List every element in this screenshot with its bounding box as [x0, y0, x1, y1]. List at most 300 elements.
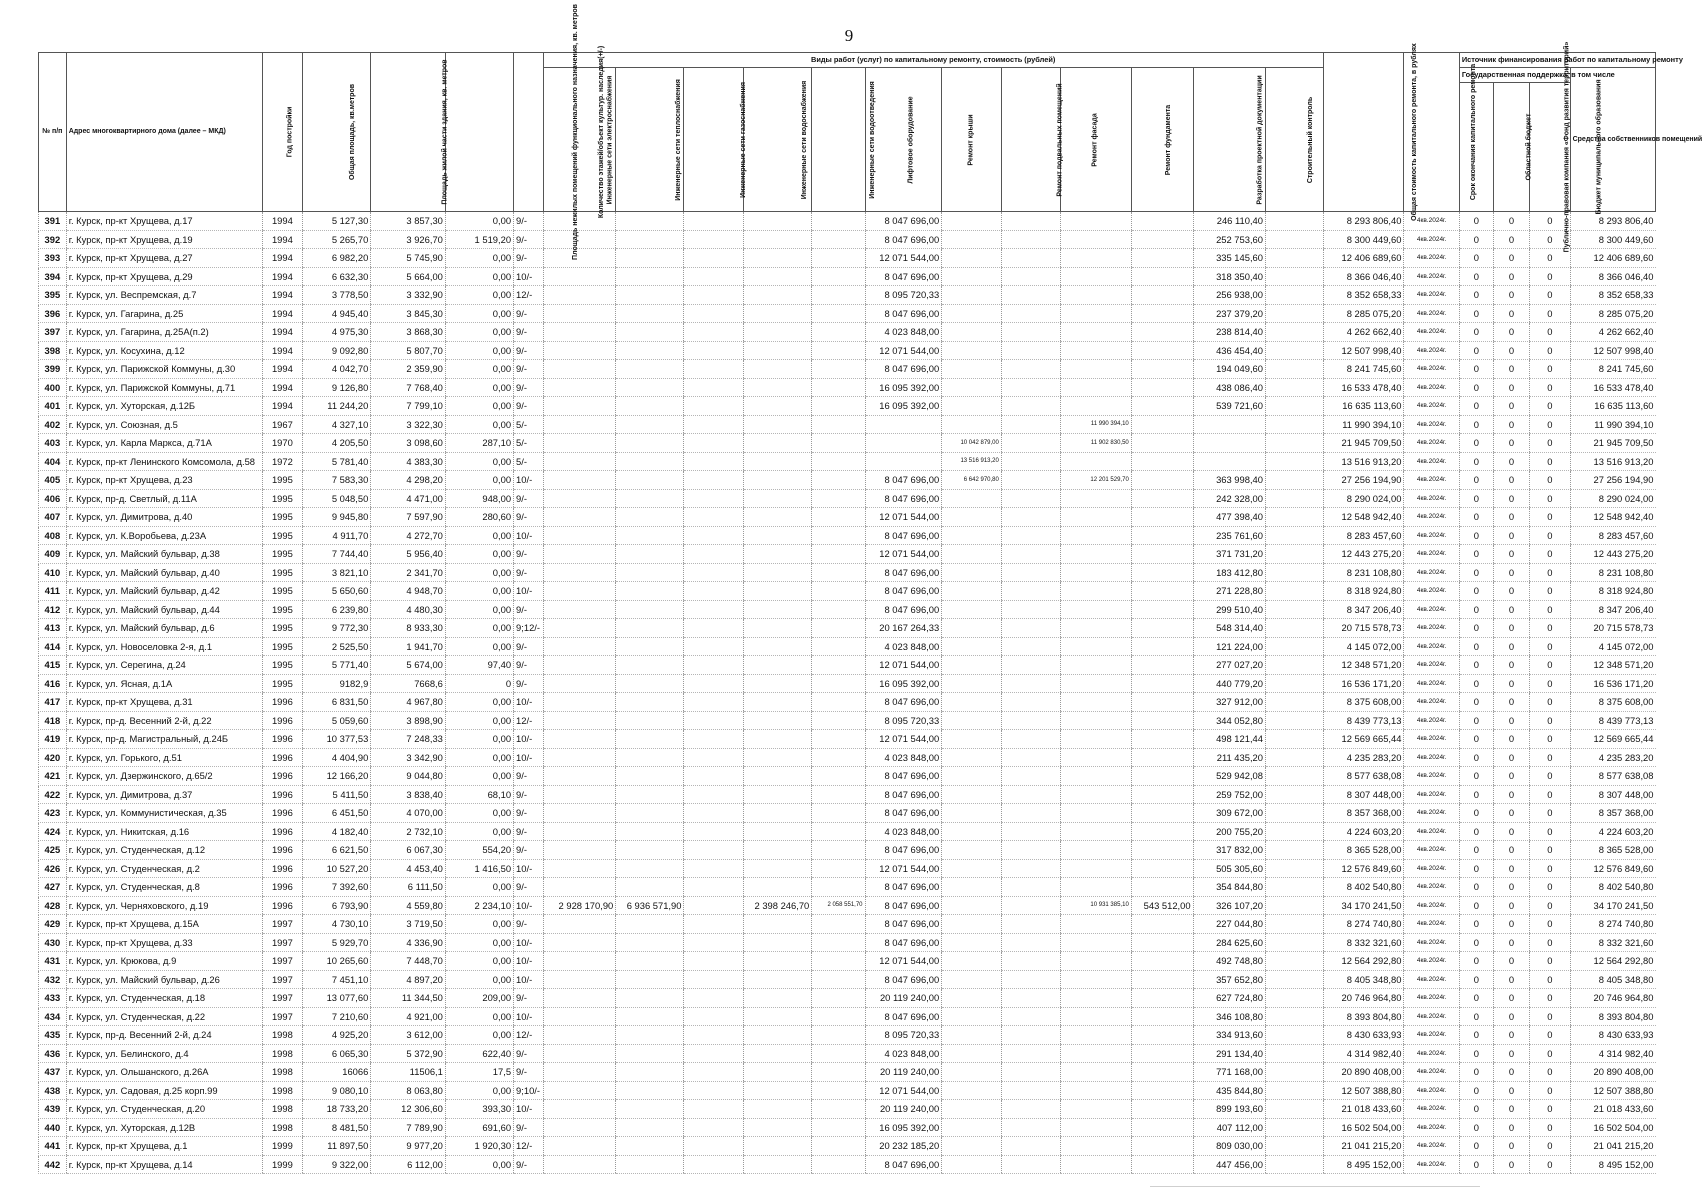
cell-gas	[684, 933, 744, 952]
cell-water	[744, 1063, 812, 1082]
cell-mun: 0	[1530, 267, 1570, 286]
cell-lift: 8 047 696,00	[865, 600, 942, 619]
cell-found	[1131, 822, 1193, 841]
cell-addr: г. Курск, пр-кт Ленинского Комсомола, д.58	[66, 452, 262, 471]
cell-sk	[1265, 434, 1323, 453]
cell-lift	[865, 415, 942, 434]
cell-year: 1996	[262, 748, 302, 767]
cell-pd: 435 844,80	[1193, 1081, 1265, 1100]
cell-cost: 13 516 913,20	[1323, 452, 1404, 471]
cell-mun: 0	[1530, 249, 1570, 268]
cell-deadline: 4кв.2024г.	[1404, 1081, 1459, 1100]
cell-n: 404	[39, 452, 67, 471]
cell-heat	[616, 563, 684, 582]
table-row	[39, 1081, 1656, 1100]
cell-sewer	[812, 859, 865, 878]
cell-total: 16066	[303, 1063, 371, 1082]
cell-heat	[616, 619, 684, 638]
cell-facade	[1061, 397, 1131, 416]
cell-mun: 0	[1530, 637, 1570, 656]
cell-year: 1996	[262, 878, 302, 897]
cell-deadline: 4кв.2024г.	[1404, 767, 1459, 786]
cell-total: 5 127,30	[303, 212, 371, 231]
table-row	[39, 434, 1656, 453]
cell-heat	[616, 748, 684, 767]
table-row	[39, 878, 1656, 897]
cell-year: 1996	[262, 859, 302, 878]
cell-el	[543, 267, 615, 286]
cell-cost: 8 231 108,80	[1323, 563, 1404, 582]
cell-found	[1131, 748, 1193, 767]
cell-reg: 0	[1493, 508, 1529, 527]
cell-heat	[616, 1026, 684, 1045]
cell-found	[1131, 1118, 1193, 1137]
cell-mun: 0	[1530, 508, 1570, 527]
cell-addr: г. Курск, ул. К.Воробьева, д.23А	[66, 526, 262, 545]
cell-lift: 12 071 544,00	[865, 1081, 942, 1100]
cell-pd: 299 510,40	[1193, 600, 1265, 619]
cell-year: 1995	[262, 656, 302, 675]
cell-addr: г. Курск, ул. Крюкова, д.9	[66, 952, 262, 971]
cell-reg: 0	[1493, 1137, 1529, 1156]
cell-own: 21 018 433,60	[1570, 1100, 1655, 1119]
cell-gas	[684, 1155, 744, 1174]
cell-total: 4 404,90	[303, 748, 371, 767]
cell-found	[1131, 545, 1193, 564]
cell-water	[744, 471, 812, 490]
cell-roof	[942, 896, 1002, 915]
cell-pd: 529 942,08	[1193, 767, 1265, 786]
cell-n: 412	[39, 600, 67, 619]
cell-fund: 0	[1459, 970, 1493, 989]
table-row	[39, 267, 1656, 286]
cell-reg: 0	[1493, 804, 1529, 823]
cell-heat	[616, 693, 684, 712]
cell-reg: 0	[1493, 730, 1529, 749]
cell-cost: 4 262 662,40	[1323, 323, 1404, 342]
cell-fund: 0	[1459, 656, 1493, 675]
cell-cost: 8 365 528,00	[1323, 841, 1404, 860]
cell-pd: 252 753,60	[1193, 230, 1265, 249]
cell-sewer	[812, 545, 865, 564]
cell-cost: 8 393 804,80	[1323, 1007, 1404, 1026]
cell-sk	[1265, 545, 1323, 564]
cell-total: 12 166,20	[303, 767, 371, 786]
cell-total: 6 239,80	[303, 600, 371, 619]
cell-total: 9 322,00	[303, 1155, 371, 1174]
cell-water	[744, 822, 812, 841]
cell-deadline: 4кв.2024г.	[1404, 452, 1459, 471]
cell-gas	[684, 785, 744, 804]
cell-gas	[684, 545, 744, 564]
cell-floors: 9/-	[514, 656, 544, 675]
cell-heat: 6 936 571,90	[616, 896, 684, 915]
cell-lift: 8 047 696,00	[865, 526, 942, 545]
cell-mun: 0	[1530, 304, 1570, 323]
cell-water	[744, 397, 812, 416]
cell-facade	[1061, 1155, 1131, 1174]
cell-n: 402	[39, 415, 67, 434]
cell-reg: 0	[1493, 286, 1529, 305]
scan-edge-mark	[1150, 1186, 1480, 1187]
cell-el	[543, 693, 615, 712]
cell-total: 3 778,50	[303, 286, 371, 305]
cell-deadline: 4кв.2024г.	[1404, 526, 1459, 545]
cell-sewer	[812, 915, 865, 934]
cell-water	[744, 323, 812, 342]
cell-gas	[684, 415, 744, 434]
table-row	[39, 452, 1656, 471]
cell-found	[1131, 397, 1193, 416]
cell-deadline: 4кв.2024г.	[1404, 267, 1459, 286]
cell-basement	[1001, 785, 1061, 804]
cell-el	[543, 674, 615, 693]
cell-heat	[616, 286, 684, 305]
cell-basement	[1001, 600, 1061, 619]
cell-el	[543, 415, 615, 434]
cell-floors: 12/-	[514, 711, 544, 730]
cell-found	[1131, 841, 1193, 860]
cell-pd: 271 228,80	[1193, 582, 1265, 601]
cell-basement	[1001, 508, 1061, 527]
cell-total: 6 793,90	[303, 896, 371, 915]
cell-fund: 0	[1459, 730, 1493, 749]
cell-found	[1131, 1137, 1193, 1156]
table-row	[39, 360, 1656, 379]
cell-mun: 0	[1530, 933, 1570, 952]
cell-sewer	[812, 1155, 865, 1174]
cell-total: 5 059,60	[303, 711, 371, 730]
col-gas-header: Инженерные сети газоснабжения	[684, 68, 744, 212]
cell-roof	[942, 730, 1002, 749]
cell-cost: 8 375 608,00	[1323, 693, 1404, 712]
cell-found	[1131, 693, 1193, 712]
cell-heat	[616, 1007, 684, 1026]
cell-roof: 13 516 913,20	[942, 452, 1002, 471]
cell-water	[744, 1026, 812, 1045]
cell-living: 3 098,60	[371, 434, 446, 453]
cell-pd: 627 724,80	[1193, 989, 1265, 1008]
cell-basement	[1001, 249, 1061, 268]
cell-addr: г. Курск, ул. Веспремская, д.7	[66, 286, 262, 305]
cell-roof	[942, 656, 1002, 675]
cell-fund: 0	[1459, 767, 1493, 786]
cell-basement	[1001, 915, 1061, 934]
cell-found	[1131, 1007, 1193, 1026]
cell-el: 2 928 170,90	[543, 896, 615, 915]
cell-lift: 4 023 848,00	[865, 637, 942, 656]
cell-heat	[616, 674, 684, 693]
cell-addr: г. Курск, ул. Студенческая, д.12	[66, 841, 262, 860]
cell-own: 27 256 194,90	[1570, 471, 1655, 490]
cell-own: 8 283 457,60	[1570, 526, 1655, 545]
cell-sewer	[812, 878, 865, 897]
cell-mun: 0	[1530, 711, 1570, 730]
cell-year: 1996	[262, 841, 302, 860]
cell-nonliving: 97,40	[445, 656, 513, 675]
cell-own: 4 314 982,40	[1570, 1044, 1655, 1063]
cell-year: 1997	[262, 1007, 302, 1026]
cell-facade	[1061, 619, 1131, 638]
cell-living: 4 948,70	[371, 582, 446, 601]
table-row	[39, 933, 1656, 952]
cell-lift: 8 095 720,33	[865, 711, 942, 730]
cell-lift: 8 047 696,00	[865, 489, 942, 508]
cell-year: 1995	[262, 471, 302, 490]
cell-nonliving: 0,00	[445, 600, 513, 619]
cell-roof	[942, 230, 1002, 249]
cell-n: 391	[39, 212, 67, 231]
cell-gas	[684, 1081, 744, 1100]
cell-roof	[942, 563, 1002, 582]
cell-mun: 0	[1530, 286, 1570, 305]
cell-found	[1131, 471, 1193, 490]
cell-own: 8 352 658,33	[1570, 286, 1655, 305]
cell-cost: 8 283 457,60	[1323, 526, 1404, 545]
cell-facade	[1061, 360, 1131, 379]
cell-pd: 200 755,20	[1193, 822, 1265, 841]
cell-fund: 0	[1459, 674, 1493, 693]
cell-year: 1997	[262, 915, 302, 934]
cell-basement	[1001, 489, 1061, 508]
works-group-header: Виды работ (услуг) по капитальному ремонту, стоимость (рублей)	[543, 53, 1323, 68]
cell-basement	[1001, 212, 1061, 231]
cell-lift: 8 047 696,00	[865, 267, 942, 286]
cell-addr: г. Курск, ул. Никитская, д.16	[66, 822, 262, 841]
cell-el	[543, 526, 615, 545]
cell-sk	[1265, 489, 1323, 508]
funding-group-header: Источник финансирования работ по капитальному ремонту	[1459, 53, 1655, 68]
cell-floors: 9/-	[514, 230, 544, 249]
cell-heat	[616, 508, 684, 527]
cell-roof	[942, 767, 1002, 786]
cell-el	[543, 1081, 615, 1100]
cell-facade	[1061, 1026, 1131, 1045]
cell-roof	[942, 619, 1002, 638]
cell-found	[1131, 915, 1193, 934]
cell-mun: 0	[1530, 582, 1570, 601]
table-row	[39, 970, 1656, 989]
cell-sk	[1265, 637, 1323, 656]
cell-nonliving: 287,10	[445, 434, 513, 453]
cell-facade	[1061, 600, 1131, 619]
cell-basement	[1001, 230, 1061, 249]
cell-water	[744, 637, 812, 656]
table-row	[39, 508, 1656, 527]
cell-el	[543, 989, 615, 1008]
cell-year: 1997	[262, 970, 302, 989]
cell-addr: г. Курск, ул. Студенческая, д.22	[66, 1007, 262, 1026]
cell-year: 1994	[262, 304, 302, 323]
cell-el	[543, 360, 615, 379]
cell-mun: 0	[1530, 341, 1570, 360]
cell-nonliving: 1 519,20	[445, 230, 513, 249]
cell-gas	[684, 304, 744, 323]
cell-pd: 318 350,40	[1193, 267, 1265, 286]
cell-fund: 0	[1459, 841, 1493, 860]
cell-floors: 10/-	[514, 970, 544, 989]
cell-water	[744, 1100, 812, 1119]
cell-roof	[942, 804, 1002, 823]
cell-found	[1131, 489, 1193, 508]
cell-found	[1131, 711, 1193, 730]
cell-gas	[684, 767, 744, 786]
cell-mun: 0	[1530, 841, 1570, 860]
cell-nonliving: 68,10	[445, 785, 513, 804]
cell-year: 1998	[262, 1100, 302, 1119]
cell-basement	[1001, 952, 1061, 971]
cell-cost: 4 235 283,20	[1323, 748, 1404, 767]
cell-deadline: 4кв.2024г.	[1404, 415, 1459, 434]
cell-water	[744, 341, 812, 360]
cell-lift: 20 119 240,00	[865, 1063, 942, 1082]
cell-sk	[1265, 378, 1323, 397]
cell-roof	[942, 748, 1002, 767]
cell-total: 4 911,70	[303, 526, 371, 545]
cell-total: 5 771,40	[303, 656, 371, 675]
cell-water	[744, 452, 812, 471]
cell-pd: 477 398,40	[1193, 508, 1265, 527]
cell-deadline: 4кв.2024г.	[1404, 619, 1459, 638]
cell-own: 8 274 740,80	[1570, 915, 1655, 934]
cell-fund: 0	[1459, 434, 1493, 453]
cell-water	[744, 693, 812, 712]
cell-lift: 16 095 392,00	[865, 674, 942, 693]
cell-gas	[684, 1026, 744, 1045]
cell-lift: 4 023 848,00	[865, 748, 942, 767]
cell-addr: г. Курск, ул. Студенческая, д.8	[66, 878, 262, 897]
cell-el	[543, 767, 615, 786]
cell-water	[744, 785, 812, 804]
cell-basement	[1001, 378, 1061, 397]
cell-found: 543 512,00	[1131, 896, 1193, 915]
cell-addr: г. Курск, ул. Майский бульвар, д.44	[66, 600, 262, 619]
cell-lift: 12 071 544,00	[865, 249, 942, 268]
cell-heat	[616, 1044, 684, 1063]
cell-living: 4 070,00	[371, 804, 446, 823]
cell-found	[1131, 434, 1193, 453]
cell-sewer	[812, 415, 865, 434]
col-electric-header: Инженерные сети электроснабжения	[543, 68, 615, 212]
cell-deadline: 4кв.2024г.	[1404, 656, 1459, 675]
cell-gas	[684, 693, 744, 712]
cell-deadline: 4кв.2024г.	[1404, 637, 1459, 656]
cell-el	[543, 508, 615, 527]
cell-year: 1997	[262, 933, 302, 952]
cell-sk	[1265, 1026, 1323, 1045]
cell-basement	[1001, 286, 1061, 305]
cell-sewer	[812, 1100, 865, 1119]
cell-sewer	[812, 508, 865, 527]
cell-lift: 8 047 696,00	[865, 804, 942, 823]
cell-gas	[684, 600, 744, 619]
cell-reg: 0	[1493, 415, 1529, 434]
cell-living: 3 926,70	[371, 230, 446, 249]
cell-own: 8 393 804,80	[1570, 1007, 1655, 1026]
table-row	[39, 1007, 1656, 1026]
cell-total: 13 077,60	[303, 989, 371, 1008]
cell-floors: 9/-	[514, 915, 544, 934]
cell-total: 9 080,10	[303, 1081, 371, 1100]
cell-heat	[616, 434, 684, 453]
cell-year: 1994	[262, 286, 302, 305]
cell-roof	[942, 508, 1002, 527]
cell-facade	[1061, 693, 1131, 712]
cell-sk	[1265, 970, 1323, 989]
cell-living: 4 480,30	[371, 600, 446, 619]
cell-roof	[942, 1155, 1002, 1174]
cell-lift: 8 047 696,00	[865, 582, 942, 601]
cell-pd	[1193, 415, 1265, 434]
cell-n: 408	[39, 526, 67, 545]
cell-el	[543, 970, 615, 989]
cell-sewer	[812, 434, 865, 453]
cell-fund: 0	[1459, 471, 1493, 490]
cell-basement	[1001, 1137, 1061, 1156]
cell-year: 1994	[262, 230, 302, 249]
cell-facade	[1061, 767, 1131, 786]
cell-sk	[1265, 859, 1323, 878]
cell-reg: 0	[1493, 304, 1529, 323]
table-row	[39, 748, 1656, 767]
cell-mun: 0	[1530, 212, 1570, 231]
cell-gas	[684, 952, 744, 971]
cell-year: 1995	[262, 526, 302, 545]
cell-fund: 0	[1459, 600, 1493, 619]
cell-lift: 20 167 264,33	[865, 619, 942, 638]
cell-heat	[616, 212, 684, 231]
cell-deadline: 4кв.2024г.	[1404, 1118, 1459, 1137]
cell-mun: 0	[1530, 360, 1570, 379]
cell-sk	[1265, 471, 1323, 490]
cell-reg: 0	[1493, 249, 1529, 268]
cell-n: 400	[39, 378, 67, 397]
cell-year: 1998	[262, 1063, 302, 1082]
cell-deadline: 4кв.2024г.	[1404, 1155, 1459, 1174]
cell-addr: г. Курск, ул. Майский бульвар, д.42	[66, 582, 262, 601]
cell-n: 419	[39, 730, 67, 749]
cell-fund: 0	[1459, 304, 1493, 323]
cell-mun: 0	[1530, 434, 1570, 453]
cell-n: 432	[39, 970, 67, 989]
cell-nonliving: 1 416,50	[445, 859, 513, 878]
cell-floors: 9;10/-	[514, 1081, 544, 1100]
cell-lift: 20 232 185,20	[865, 1137, 942, 1156]
cell-el	[543, 452, 615, 471]
cell-el	[543, 1063, 615, 1082]
cell-facade	[1061, 748, 1131, 767]
cell-sewer	[812, 452, 865, 471]
cell-fund: 0	[1459, 582, 1493, 601]
table-row	[39, 804, 1656, 823]
cell-fund: 0	[1459, 711, 1493, 730]
cell-addr: г. Курск, ул. Черняховского, д.19	[66, 896, 262, 915]
cell-lift: 16 095 392,00	[865, 1118, 942, 1137]
cell-el	[543, 341, 615, 360]
cell-heat	[616, 360, 684, 379]
cell-heat	[616, 1155, 684, 1174]
cell-addr: г. Курск, пр-д. Весенний 2-й, д.22	[66, 711, 262, 730]
cell-year: 1999	[262, 1137, 302, 1156]
cell-own: 8 439 773,13	[1570, 711, 1655, 730]
cell-deadline: 4кв.2024г.	[1404, 304, 1459, 323]
col-number-header: № п/п	[39, 53, 67, 212]
cell-n: 410	[39, 563, 67, 582]
cell-roof	[942, 249, 1002, 268]
cell-cost: 4 145 072,00	[1323, 637, 1404, 656]
cell-sewer	[812, 933, 865, 952]
cell-el	[543, 582, 615, 601]
